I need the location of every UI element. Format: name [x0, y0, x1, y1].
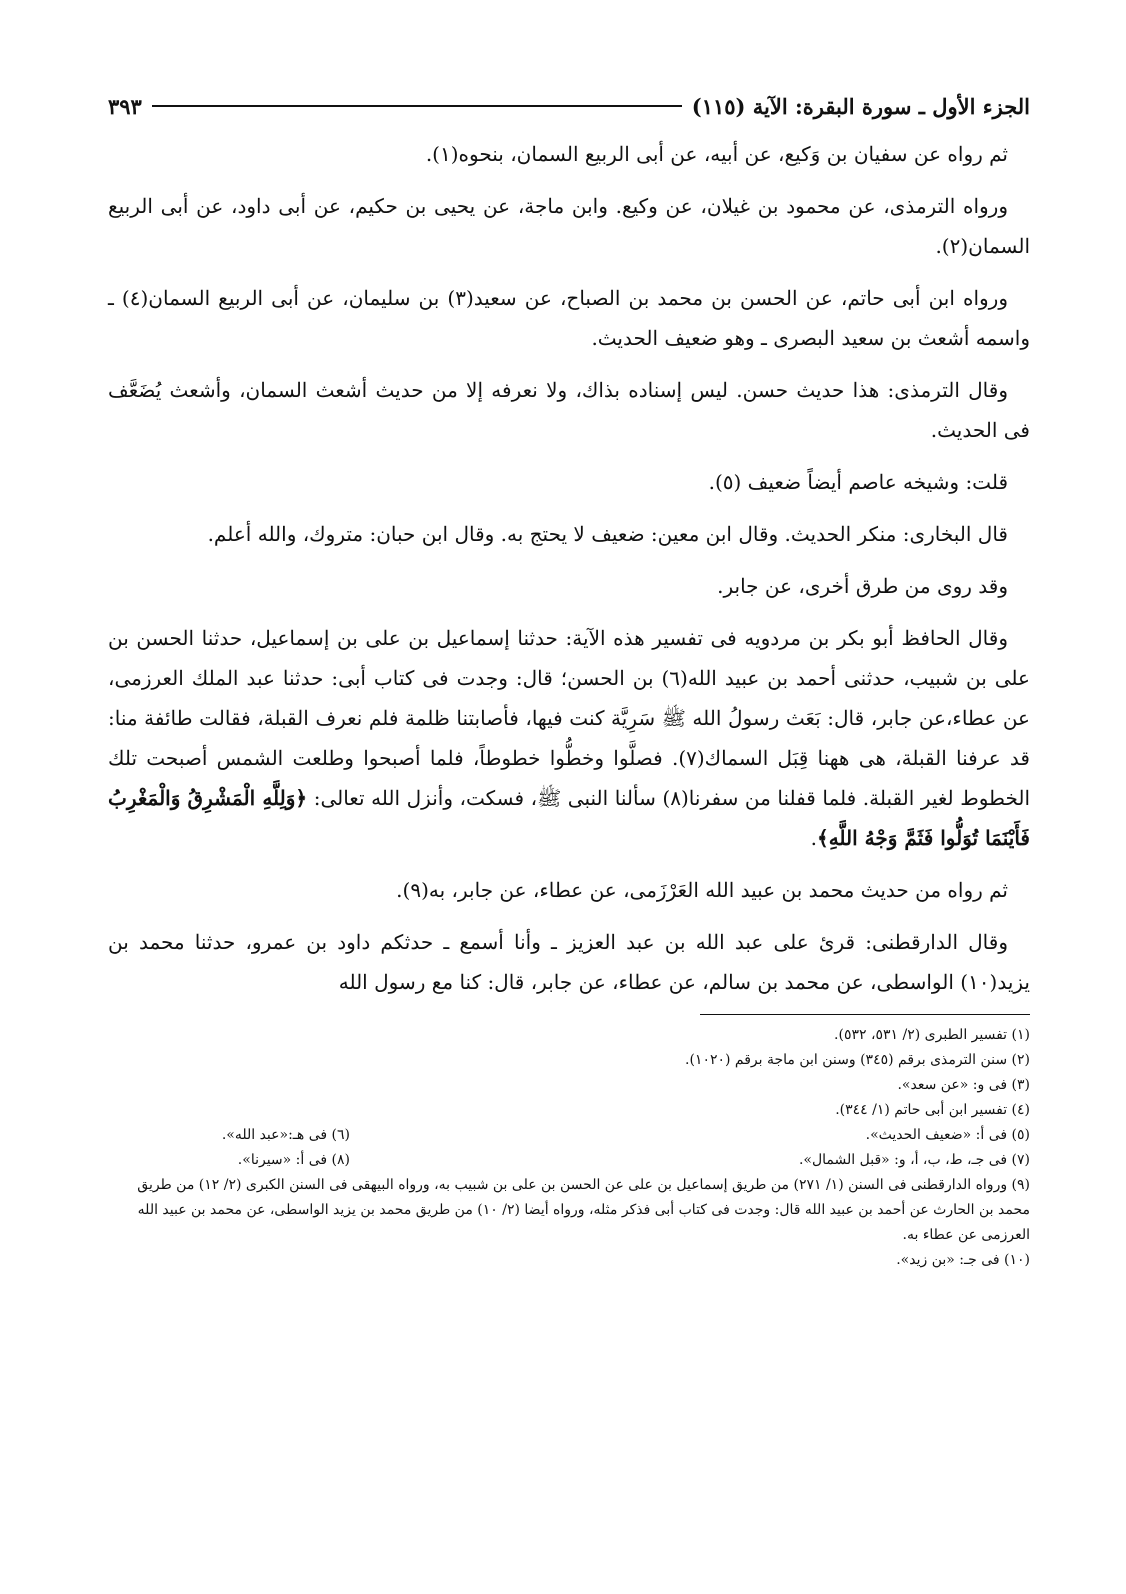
paragraph: وقال الدارقطنى: قرئ على عبد الله بن عبد العزيز ـ وأنا أسمع ـ حدثكم داود بن عمرو، حدثنا محمد بن يزيد(١٠) الواسطى، عن محمد بن سالم، عن عطاء، عن جابر، قال: كنا مع رسول الله	[108, 930, 1030, 994]
footnote: (٤) تفسير ابن أبى حاتم (١/ ٣٤٤).	[835, 1102, 1030, 1118]
footnote: (٦) فى هـ:«عبد الله».	[221, 1127, 350, 1143]
paragraph: ثم رواه عن سفيان بن وَكيع، عن أبيه، عن أبى الربيع السمان، بنحوه(١).	[425, 142, 1008, 166]
page-number: ٣٩٣	[108, 93, 142, 119]
paragraph: وقد روى من طرق أخرى، عن جابر.	[717, 574, 1008, 598]
paragraph: ورواه الترمذى، عن محمود بن غيلان، عن وكيع. وابن ماجة، عن يحيى بن حكيم، عن أبى داود، عن أبى الربيع السمان(٢).	[108, 194, 1030, 258]
paragraph: ثم رواه من حديث محمد بن عبيد الله العَرْزَمى، عن عطاء، عن جابر، به(٩).	[396, 878, 1008, 902]
footnote-row	[108, 1123, 1030, 1148]
footnote-row	[108, 1148, 1030, 1173]
footnote: (١٠) فى جـ: «بن زيد».	[896, 1252, 1030, 1268]
footnote: (٨) فى أ: «سيرنا».	[237, 1152, 350, 1168]
paragraph: قال البخارى: منكر الحديث. وقال ابن معين: ضعيف لا يحتج به. وقال ابن حبان: متروك، والله أعلم.	[207, 522, 1008, 546]
quran-verse: ﴿وَلِلَّهِ الْمَشْرِقُ وَالْمَغْرِبُ فَأَيْنَمَا تُوَلُّوا فَثَمَّ وَجْهُ اللَّهِ﴾	[108, 786, 1030, 850]
verse-end: .	[810, 826, 817, 850]
footnote: (٥) فى أ: «ضعيف الحديث».	[865, 1127, 1030, 1143]
footnote: (٣) فى و: «عن سعد».	[897, 1077, 1030, 1093]
paragraph-text: وقال الحافظ أبو بكر بن مردويه فى تفسير هذه الآية: حدثنا إسماعيل بن على بن إسماعيل، حدثنا الحسن بن على بن شبيب، حدثنى أحمد بن عبيد الله(٦) بن الحسن؛ قال: وجدت فى كتاب أبى: حدثنا عبد الملك العرزمى، عن عطاء،عن جابر، قال: بَعَث رسولُ الله ﷺ سَرِيَّة كنت فيها، فأصابتنا ظلمة فلم نعرف القبلة، فقالت طائفة منا: قد عرفنا القبلة، هى ههنا قِبَل السماك(٧). فصلَّوا وخطُّوا خطوطاً، فلما أصبحوا وطلعت الشمس أصبحت تلك الخطوط لغير القبلة. فلما قفلنا من سفرنا(٨) سألنا النبى ﷺ، فسكت، وأنزل الله تعالى:	[108, 626, 1030, 810]
footnotes	[108, 1023, 1030, 1273]
paragraph: وقال الترمذى: هذا حديث حسن. ليس إسناده بذاك، ولا نعرفه إلا من حديث أشعث السمان، وأشعث يُضَعَّف فى الحديث.	[108, 378, 1030, 442]
footnote: (٢) سنن الترمذى برقم (٣٤٥) وسنن ابن ماجة برقم (١٠٢٠).	[685, 1052, 1030, 1068]
footnote: (٧) فى جـ، ط، ب، أ، و: «قبل الشمال».	[798, 1152, 1030, 1168]
header-title: الجزء الأول ـ سورة البقرة: الآية (١١٥)	[691, 93, 1030, 119]
footnote: (٩) ورواه الدارقطنى فى السنن (١/ ٢٧١) من طريق إسماعيل بن على عن الحسن بن على بن شبيب به، ورواه البيهقى فى السنن الكبرى (٢/ ١٢) من طريق محمد بن الحارث عن أحمد بن عبيد الله قال: وجدت فى كتاب أبى فذكر مثله، ورواه أيضا (٢/ ١٠) من طريق محمد بن يزيد الواسطى، عن محمد بن عبيد الله العرزمى عن عطاء به.	[137, 1177, 1030, 1243]
running-header	[108, 88, 1030, 124]
footnote-separator	[700, 1014, 1030, 1015]
header-rule	[152, 105, 682, 107]
book-page	[108, 88, 1030, 1273]
footnote: (١) تفسير الطبرى (٢/ ٥٣١، ٥٣٢).	[834, 1027, 1030, 1043]
paragraph-with-verse	[108, 618, 1030, 858]
paragraph: قلت: وشيخه عاصم أيضاً ضعيف (٥).	[708, 470, 1008, 494]
main-text	[108, 134, 1030, 1002]
paragraph: ورواه ابن أبى حاتم، عن الحسن بن محمد بن الصباح، عن سعيد(٣) بن سليمان، عن أبى الربيع السمان(٤) ـ واسمه أشعث بن سعيد البصرى ـ وهو ضعيف الحديث.	[108, 286, 1030, 350]
